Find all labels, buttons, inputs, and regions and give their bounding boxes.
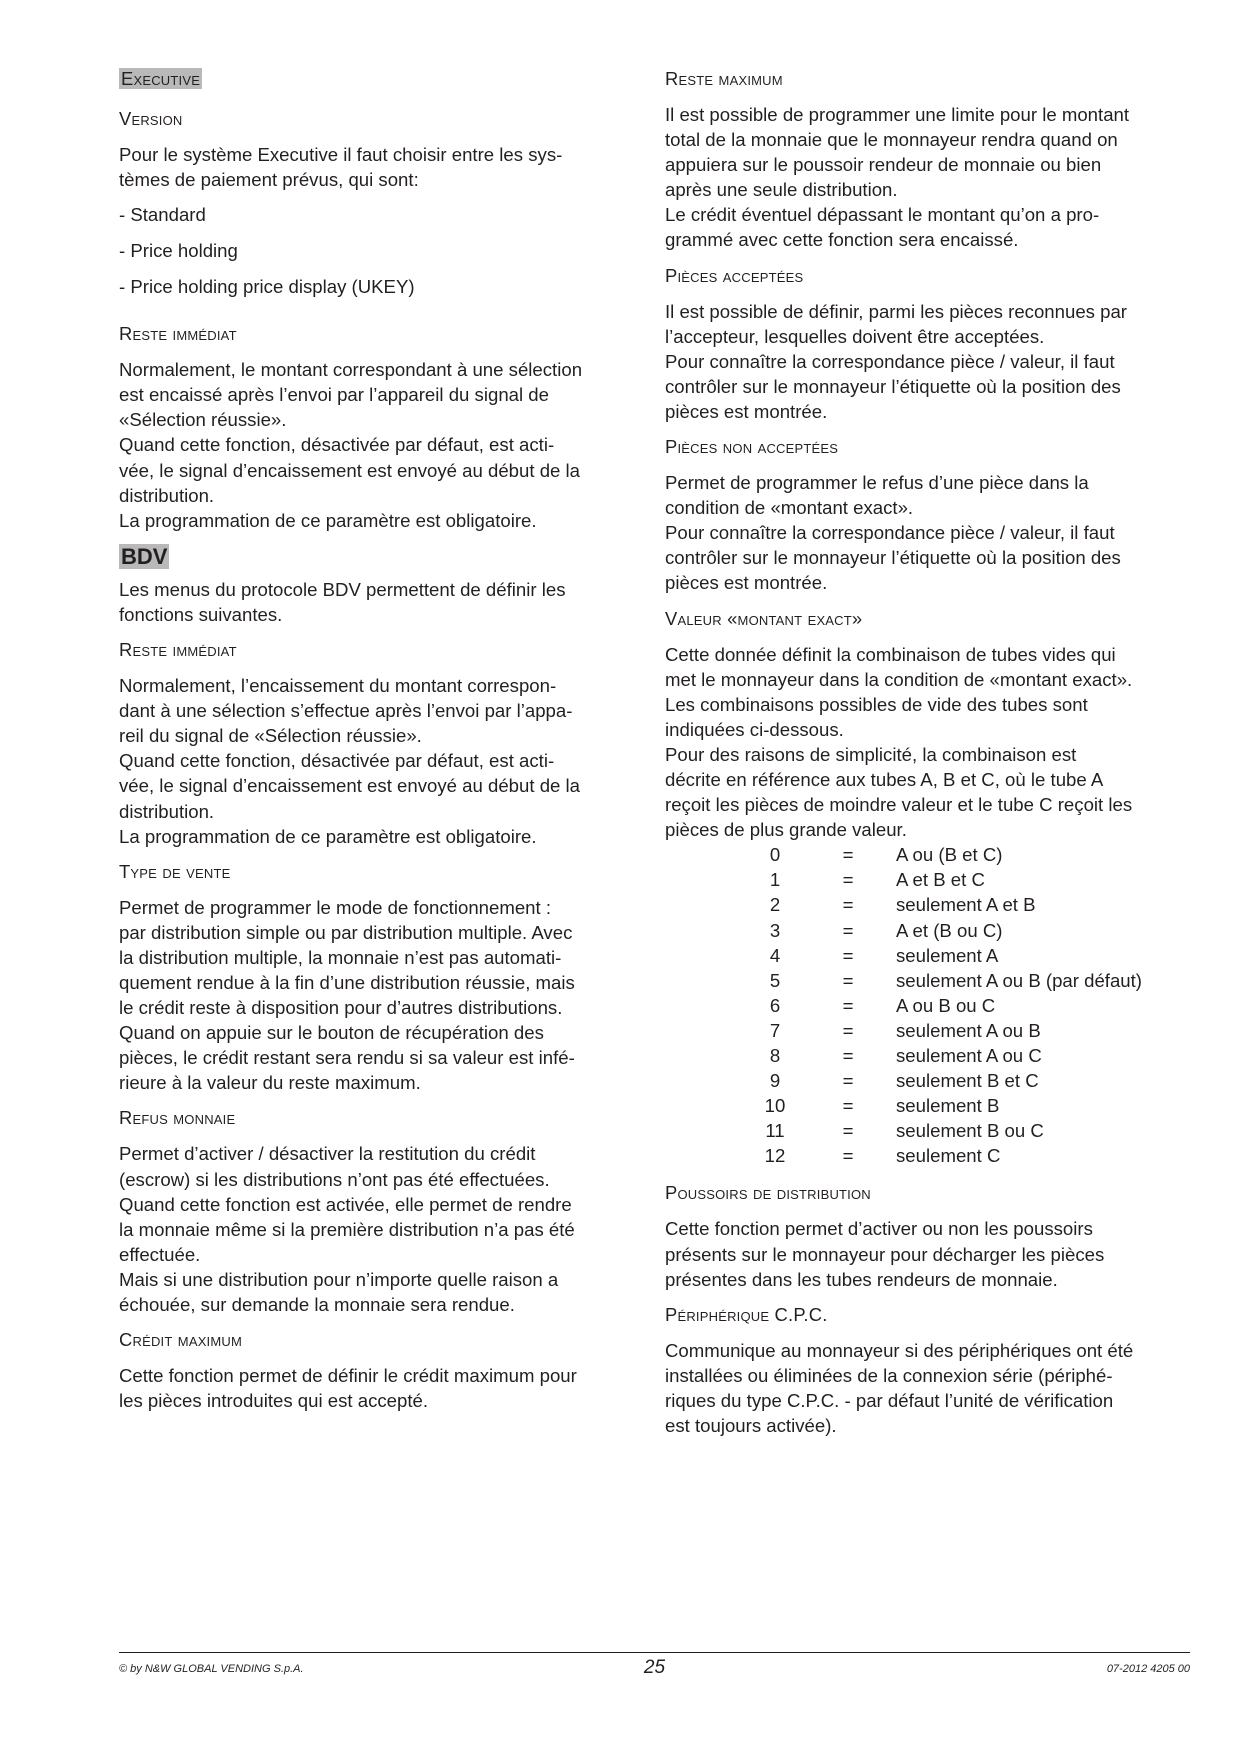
combo-description: A et B et C bbox=[896, 869, 985, 891]
footer-doc-code: 07-2012 4205 00 bbox=[1106, 1663, 1190, 1675]
combo-equals: = bbox=[842, 1019, 854, 1041]
combo-equals: = bbox=[842, 1070, 854, 1092]
reste-immediat-bdv-heading: Reste immédiat bbox=[119, 639, 237, 661]
reste-immediat-bdv-text: Normalement, l’encaissement du montant correspon- dant à une sélection s’effectue après l’envoi par l’appa- reil du signal de «Sélection réussie». Quand cette fonction, désactivée par défaut, est acti- vée, le signal d’encaissement est envoyé au début de la distribution. La programmation de ce paramètre est obligatoire. bbox=[119, 675, 581, 847]
combo-number: 6 bbox=[769, 994, 781, 1016]
combo-number: 11 bbox=[765, 1120, 785, 1142]
combo-equals: = bbox=[842, 969, 854, 991]
combo-equals: = bbox=[842, 894, 854, 916]
combo-number: 12 bbox=[764, 1145, 786, 1167]
peripherique-text: Communique au monnayeur si des périphériques ont été installées ou éliminées de la connexion série (périphé- riques du type C.P.C. - par défaut l’unité de vérification est toujours activée). bbox=[665, 1339, 1134, 1437]
reste-immediat-heading: Reste immédiat bbox=[119, 323, 237, 345]
table-row bbox=[665, 867, 1142, 892]
valeur-montant-exact-text: Cette donnée définit la combinaison de tubes vides qui met le monnayeur dans la condition de «montant exact». Les combinaisons possibles de vide des tubes sont indiquées ci-dessous. Pour des raisons de simplicité, la combinaison est décrite en référence aux tubes A, B et C, où le tube A reçoit les pièces de moindre valeur et le tube C reçoit les pièces de plus grande valeur. bbox=[665, 643, 1133, 841]
combo-equals: = bbox=[842, 1120, 854, 1142]
combo-number: 1 bbox=[769, 869, 781, 891]
credit-maximum-heading: Crédit maximum bbox=[119, 1329, 243, 1351]
combo-equals: = bbox=[842, 944, 854, 966]
footer-copyright: © by N&W GLOBAL VENDING S.p.A. bbox=[119, 1663, 304, 1675]
pieces-acceptees-heading: Pièces acceptées bbox=[665, 264, 804, 286]
combo-equals: = bbox=[842, 919, 854, 941]
pieces-non-acceptees-text: Permet de programmer le refus d’une pièce dans la condition de «montant exact». Pour connaître la correspondance pièce / valeur, il faut contrôler sur le monnayeur l’étiquette où la position des pièces est montrée. bbox=[665, 472, 1121, 594]
combo-equals: = bbox=[842, 844, 854, 866]
combo-description: seulement C bbox=[896, 1145, 1001, 1167]
version-heading: Version bbox=[119, 108, 183, 129]
list-item: - Price holding price display (UKEY) bbox=[119, 276, 415, 298]
page-number: 25 bbox=[643, 1657, 666, 1678]
poussoirs-text: Cette fonction permet d’activer ou non les poussoirs présents sur le monnayeur pour décharger les pièces présentes dans les tubes rendeurs de monnaie. bbox=[665, 1218, 1105, 1290]
combo-number: 2 bbox=[769, 894, 781, 916]
table-row bbox=[665, 968, 1142, 993]
table-row bbox=[665, 1068, 1142, 1093]
table-row bbox=[665, 1118, 1142, 1143]
combo-number: 0 bbox=[769, 844, 781, 866]
combo-description: A et (B ou C) bbox=[896, 919, 1003, 941]
combination-table bbox=[665, 842, 1142, 1168]
bdv-intro: Les menus du protocole BDV permettent de définir les fonctions suivantes. bbox=[119, 578, 566, 625]
pieces-acceptees-text: Il est possible de définir, parmi les pièces reconnues par l’accepteur, lesquelles doivent être acceptées. Pour connaître la correspondance pièce / valeur, il faut contrôler sur le monnayeur l’étiquette où la position des pièces est montrée. bbox=[665, 300, 1127, 422]
combo-number: 5 bbox=[769, 969, 781, 991]
combo-description: seulement A bbox=[896, 944, 999, 966]
table-row bbox=[665, 1018, 1142, 1043]
page-footer bbox=[119, 1652, 1190, 1677]
right-column bbox=[665, 66, 1195, 1448]
table-row bbox=[665, 892, 1142, 917]
table-row bbox=[665, 1093, 1142, 1118]
table-row bbox=[665, 943, 1142, 968]
combo-number: 9 bbox=[769, 1070, 781, 1092]
combo-description: seulement A ou B bbox=[896, 1019, 1041, 1041]
pieces-non-acceptees-heading: Pièces non acceptées bbox=[665, 436, 839, 458]
combo-description: seulement B ou C bbox=[896, 1120, 1044, 1142]
peripherique-heading: Périphérique C.P.C. bbox=[665, 1303, 828, 1325]
combo-description: seulement B et C bbox=[896, 1070, 1039, 1092]
table-row bbox=[665, 1143, 1142, 1168]
left-column bbox=[119, 66, 645, 1423]
bdv-title: BDV bbox=[121, 543, 168, 569]
combo-number: 8 bbox=[769, 1045, 781, 1066]
combo-description: seulement A ou B (par défaut) bbox=[896, 969, 1143, 991]
combo-description: seulement A ou C bbox=[896, 1045, 1042, 1066]
combo-description: A ou (B et C) bbox=[896, 844, 1003, 866]
version-list bbox=[119, 202, 645, 299]
table-row bbox=[665, 1043, 1142, 1068]
table-row bbox=[665, 993, 1142, 1018]
combo-description: A ou B ou C bbox=[896, 994, 996, 1016]
combo-equals: = bbox=[842, 1045, 854, 1066]
combo-equals: = bbox=[842, 1145, 854, 1167]
bdv-heading bbox=[119, 543, 645, 571]
refus-monnaie-heading: Refus monnaie bbox=[119, 1107, 236, 1129]
combo-number: 7 bbox=[769, 1019, 781, 1041]
poussoirs-heading: Poussoirs de distribution bbox=[665, 1182, 871, 1204]
credit-maximum-text: Cette fonction permet de définir le crédit maximum pour les pièces introduites qui est accepté. bbox=[119, 1365, 577, 1412]
reste-maximum-heading: Reste maximum bbox=[665, 68, 783, 89]
version-text: Pour le système Executive il faut choisir entre les sys- tèmes de paiement prévus, qui sont: bbox=[119, 144, 563, 191]
list-item: - Price holding bbox=[119, 240, 238, 262]
combo-number: 4 bbox=[769, 944, 781, 966]
combo-number: 3 bbox=[769, 919, 781, 941]
refus-monnaie-text: Permet d’activer / désactiver la restitution du crédit (escrow) si les distributions n’ont pas été effectuées. Quand cette fonction est activée, elle permet de rendre la monnaie même si la première distribution n’a pas été effectuée. Mais si une distribution pour n’importe quelle raison a échouée, sur demande la monnaie sera rendue. bbox=[119, 1143, 575, 1315]
combo-equals: = bbox=[842, 994, 854, 1016]
combo-description: seulement B bbox=[896, 1095, 1000, 1117]
executive-title: Executive bbox=[121, 68, 201, 89]
type-vente-heading: Type de vente bbox=[119, 860, 231, 882]
combo-number: 10 bbox=[764, 1095, 786, 1117]
table-row bbox=[665, 918, 1142, 943]
reste-immediat-text: Normalement, le montant correspondant à une sélection est encaissé après l’envoi par l’appareil du signal de «Sélection réussie». Quand cette fonction, désactivée par défaut, est acti- vée, le signal d’encaissement est envoyé au début de la distribution. La programmation de ce paramètre est obligatoire. bbox=[119, 359, 583, 531]
type-vente-text: Permet de programmer le mode de fonctionnement : par distribution simple ou par distribution multiple. Avec la distribution multiple, la monnaie n’est pas automati- quement rendue à la fin d’une distribution réussie, mais le crédit reste à disposition pour d’autres distributions. Quand on appuie sur le bouton de récupération des pièces, le crédit restant sera rendu si sa valeur est infé- rieure à la valeur du reste maximum. bbox=[119, 896, 575, 1094]
executive-heading bbox=[119, 66, 645, 92]
table-row bbox=[665, 842, 1142, 867]
reste-maximum-text: Il est possible de programmer une limite pour le montant total de la monnaie que le monnayeur rendra quand on appuiera sur le poussoir rendeur de monnaie ou bien après une seule distribution. Le crédit éventuel dépassant le montant qu’on a pro- grammé avec cette fonction sera encaissé. bbox=[665, 104, 1130, 251]
combo-description: seulement A et B bbox=[896, 894, 1036, 916]
list-item: - Standard bbox=[119, 204, 206, 226]
combo-equals: = bbox=[842, 869, 854, 891]
valeur-montant-exact-heading: Valeur «montant exact» bbox=[665, 607, 863, 629]
combo-equals: = bbox=[842, 1095, 854, 1117]
